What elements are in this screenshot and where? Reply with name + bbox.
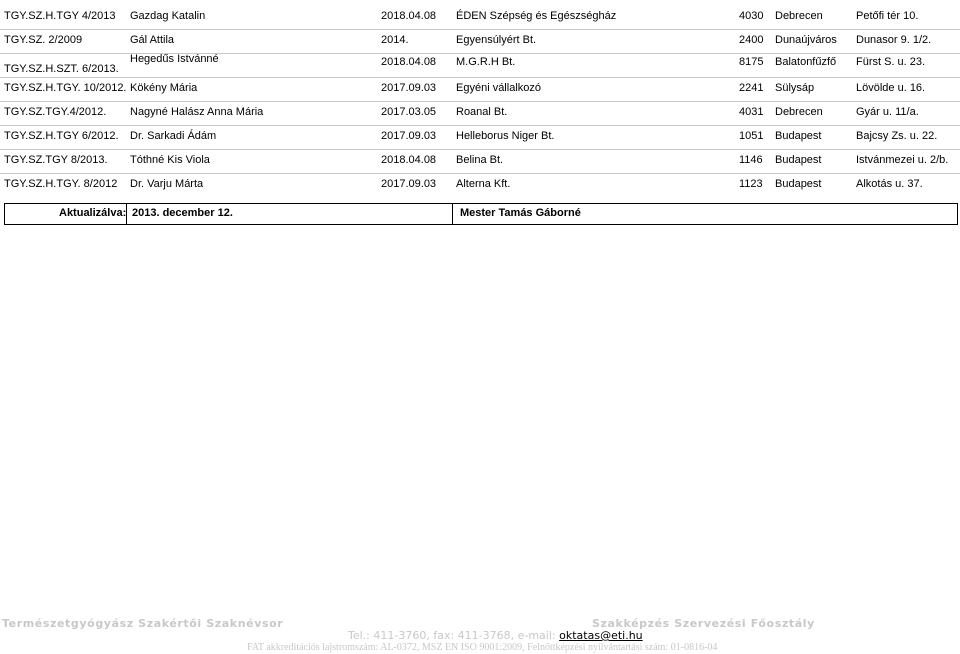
cell-organization: Helleborus Niger Bt. bbox=[456, 130, 555, 142]
row-divider bbox=[0, 53, 960, 54]
cell-city: Debrecen bbox=[775, 106, 823, 118]
cell-date: 2017.09.03 bbox=[381, 82, 437, 94]
cell-organization: ÉDEN Szépség és Egészségház bbox=[456, 10, 617, 22]
cell-id: TGY.SZ. 2/2009 bbox=[4, 34, 83, 46]
cell-city: Budapest bbox=[775, 178, 822, 190]
footer-contact bbox=[348, 629, 643, 642]
cell-name: Nagyné Halász Anna Mária bbox=[130, 106, 264, 118]
cell-organization: Egyensúlyért Bt. bbox=[456, 34, 537, 46]
cell-zip: 4031 bbox=[739, 106, 764, 118]
cell-zip: 2400 bbox=[739, 34, 764, 46]
cell-zip: 1123 bbox=[739, 178, 763, 190]
cell-street: Lövölde u. 16. bbox=[856, 82, 926, 94]
update-row bbox=[4, 203, 958, 225]
cell-id: TGY.SZ.H.TGY 4/2013 bbox=[4, 10, 116, 22]
cell-id: TGY.SZ.H.TGY 6/2012. bbox=[4, 130, 119, 142]
cell-city: Balatonfűzfő bbox=[775, 56, 837, 68]
cell-organization: Alterna Kft. bbox=[456, 178, 511, 190]
cell-date: 2014. bbox=[381, 34, 409, 46]
update-label: Aktualizálva: bbox=[59, 207, 127, 219]
cell-name: Dr. Varju Márta bbox=[130, 178, 204, 190]
cell-id: TGY.SZ.TGY 8/2013. bbox=[4, 154, 108, 166]
cell-street: Bajcsy Zs. u. 22. bbox=[856, 130, 938, 142]
cell-organization: Egyéni vállalkozó bbox=[456, 82, 541, 94]
cell-street: Istvánmezei u. 2/b. bbox=[856, 154, 949, 166]
cell-date: 2017.03.05 bbox=[381, 106, 437, 118]
cell-date: 2017.09.03 bbox=[381, 130, 437, 142]
cell-zip: 2241 bbox=[739, 82, 764, 94]
cell-city: Dunaújváros bbox=[775, 34, 837, 46]
cell-city: Debrecen bbox=[775, 10, 823, 22]
update-date: 2013. december 12. bbox=[132, 207, 233, 219]
footer-left-title: Természetgyógyász Szakértői Szaknévsor bbox=[2, 617, 284, 630]
cell-street: Gyár u. 11/a. bbox=[856, 106, 919, 118]
cell-date: 2018.04.08 bbox=[381, 10, 437, 22]
footer-contact-text: Tel.: 411-3760, fax: 411-3768, e-mail: bbox=[348, 629, 560, 642]
cell-street: Petőfi tér 10. bbox=[856, 10, 919, 22]
footer-accreditation: FAT akkreditációs lajstromszám: AL-0372, MSZ EN ISO 9001:2009, Felnőttképzési nyilvántartási szám: 01-0816-04 bbox=[247, 642, 718, 653]
cell-zip: 1146 bbox=[739, 154, 763, 166]
cell-id: TGY.SZ.H.SZT. 6/2013. bbox=[4, 63, 119, 75]
cell-street: Fürst S. u. 23. bbox=[856, 56, 926, 68]
row-divider bbox=[0, 149, 960, 150]
table-row bbox=[0, 176, 960, 200]
footer-email-link[interactable]: oktatas@eti.hu bbox=[559, 629, 643, 642]
row-divider bbox=[0, 77, 960, 78]
cell-date: 2018.04.08 bbox=[381, 154, 437, 166]
cell-id: TGY.SZ.H.TGY. 10/2012. bbox=[4, 82, 127, 94]
row-divider bbox=[0, 29, 960, 30]
cell-date: 2018.04.08 bbox=[381, 56, 437, 68]
cell-city: Sülysáp bbox=[775, 82, 815, 94]
cell-name: Gál Attila bbox=[130, 34, 175, 46]
update-separator bbox=[126, 204, 127, 224]
row-divider bbox=[0, 125, 960, 126]
cell-organization: Roanal Bt. bbox=[456, 106, 508, 118]
cell-name: Tóthné Kis Viola bbox=[130, 154, 210, 166]
footer-right-title: Szakképzés Szervezési Főosztály bbox=[592, 617, 815, 630]
cell-name: Hegedűs Istvánné bbox=[130, 53, 219, 65]
cell-street: Alkotás u. 37. bbox=[856, 178, 923, 190]
cell-street: Dunasor 9. 1/2. bbox=[856, 34, 932, 46]
update-editor: Mester Tamás Gáborné bbox=[460, 207, 581, 219]
cell-name: Kökény Mária bbox=[130, 82, 198, 94]
cell-id: TGY.SZ.H.TGY. 8/2012 bbox=[4, 178, 118, 190]
cell-zip: 8175 bbox=[739, 56, 764, 68]
update-separator bbox=[452, 204, 453, 224]
cell-name: Gazdag Katalin bbox=[130, 10, 206, 22]
cell-organization: M.G.R.H Bt. bbox=[456, 56, 516, 68]
row-divider bbox=[0, 101, 960, 102]
cell-zip: 4030 bbox=[739, 10, 764, 22]
row-divider bbox=[0, 173, 960, 174]
cell-organization: Belina Bt. bbox=[456, 154, 504, 166]
cell-id: TGY.SZ.TGY.4/2012. bbox=[4, 106, 107, 118]
cell-city: Budapest bbox=[775, 154, 822, 166]
cell-name: Dr. Sarkadi Ádám bbox=[130, 130, 217, 142]
cell-date: 2017.09.03 bbox=[381, 178, 437, 190]
cell-city: Budapest bbox=[775, 130, 822, 142]
cell-zip: 1051 bbox=[739, 130, 764, 142]
